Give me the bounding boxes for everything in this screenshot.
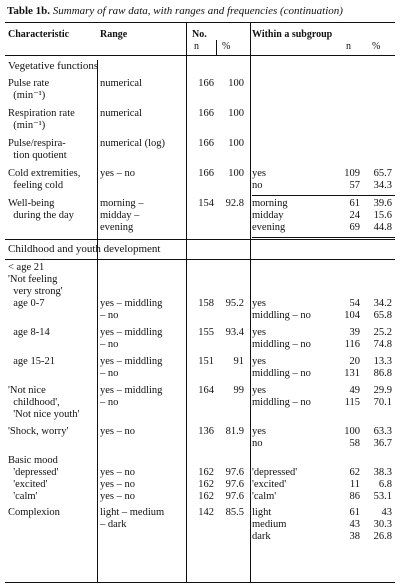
veg-row-no: 166 — [198, 138, 214, 149]
veg-row-subgroup-n: 69 — [349, 222, 360, 233]
complexion-row-subgroup-n: 61 — [349, 507, 360, 518]
mood-row-characteristic: 'depressed' — [8, 467, 59, 478]
column-divider — [216, 40, 217, 55]
header-sub-n: n — [346, 41, 351, 52]
child-row-range: yes – no — [100, 426, 135, 437]
veg-row-pct: 100 — [228, 78, 244, 89]
veg-row-pct: 100 — [228, 108, 244, 119]
child-row-no: 164 — [198, 385, 214, 396]
complexion-row-subgroup-n: 38 — [349, 531, 360, 542]
veg-row-subgroup-pct: 34.3 — [373, 180, 392, 191]
child-row-subgroup-label: yes — [252, 356, 266, 367]
veg-row-pct: 100 — [228, 168, 244, 179]
child-row-subgroup-label: middling – no — [252, 310, 311, 321]
complexion-row-subgroup-label: dark — [252, 531, 271, 542]
child-row-subgroup-pct: 29.9 — [373, 385, 392, 396]
child-row-pct: 93.4 — [225, 327, 244, 338]
veg-row-range: morning – midday – evening — [100, 198, 144, 233]
mood-row-range: yes – no — [100, 479, 135, 490]
veg-row-range: yes – no — [100, 168, 135, 179]
child-row-characteristic: 'Shock, worry' — [8, 426, 69, 437]
veg-row-no: 154 — [198, 198, 214, 209]
header-range: Range — [100, 29, 128, 40]
complexion-row-pct: 85.5 — [225, 507, 244, 518]
child-row-no: 155 — [198, 327, 214, 338]
mood-row-subgroup-pct: 53.1 — [373, 491, 392, 502]
veg-row-subgroup-pct: 39.6 — [373, 198, 392, 209]
mood-row-no: 162 — [198, 467, 214, 478]
child-row-subgroup-n: 100 — [344, 426, 360, 437]
veg-row-characteristic: Respiration rate (min⁻¹) — [8, 108, 75, 131]
mood-row-subgroup-label: 'depressed' — [252, 467, 298, 478]
child-row-subgroup-pct: 63.3 — [373, 426, 392, 437]
veg-row-subgroup-n: 109 — [344, 168, 360, 179]
veg-row-subgroup-n: 57 — [349, 180, 360, 191]
complexion-row-subgroup-label: light — [252, 507, 272, 518]
complexion-row-subgroup-n: 43 — [349, 519, 360, 530]
child-row-subgroup-label: middling – no — [252, 397, 311, 408]
complexion-row-subgroup-pct: 43 — [381, 507, 392, 518]
child-row-subgroup-n: 58 — [349, 438, 360, 449]
veg-row-no: 166 — [198, 108, 214, 119]
veg-row-range: numerical (log) — [100, 138, 166, 149]
child-row-no: 136 — [198, 426, 214, 437]
child-row-subgroup-pct: 36.7 — [373, 438, 392, 449]
child-row-subgroup-pct: 25.2 — [373, 327, 392, 338]
complexion-row-subgroup-pct: 30.3 — [373, 519, 392, 530]
mood-row-characteristic: 'calm' — [8, 491, 38, 502]
column-divider — [250, 22, 251, 582]
section-childhood-youth: Childhood and youth development — [8, 243, 161, 255]
child-row-range: yes – middling – no — [100, 298, 163, 321]
table-label: Table 1b. — [7, 5, 51, 17]
header-pct: % — [222, 41, 231, 52]
mood-row-subgroup-label: 'excited' — [252, 479, 287, 490]
veg-row-range: numerical — [100, 78, 142, 89]
child-intro: < age 21 'Not feeling very strong' — [8, 262, 63, 297]
child-row-no: 151 — [198, 356, 214, 367]
child-row-subgroup-pct: 86.8 — [373, 368, 392, 379]
veg-row-subgroup-pct: 65.7 — [373, 168, 392, 179]
child-row-pct: 95.2 — [225, 298, 244, 309]
child-row-subgroup-label: yes — [252, 298, 266, 309]
veg-row-no: 166 — [198, 78, 214, 89]
child-row-subgroup-n: 104 — [344, 310, 360, 321]
table-caption — [7, 5, 343, 17]
mood-row-no: 162 — [198, 479, 214, 490]
complexion-row-subgroup-pct: 26.8 — [373, 531, 392, 542]
child-row-characteristic: age 8-14 — [8, 327, 50, 338]
child-row-subgroup-label: middling – no — [252, 339, 311, 350]
subgroup-rule — [252, 195, 395, 196]
mood-row-subgroup-n: 62 — [349, 467, 360, 478]
veg-row-subgroup-label: evening — [252, 222, 286, 233]
complexion-row-subgroup-label: medium — [252, 519, 287, 530]
child-row-pct: 99 — [233, 385, 244, 396]
mood-row-no: 162 — [198, 491, 214, 502]
header-sub-pct: % — [372, 41, 381, 52]
bottom-rule — [5, 582, 395, 583]
complexion-row-characteristic: Complexion — [8, 507, 60, 518]
header-no: No. — [192, 29, 207, 40]
child-row-subgroup-pct: 34.2 — [373, 298, 392, 309]
veg-row-no: 166 — [198, 168, 214, 179]
veg-row-pct: 92.8 — [225, 198, 244, 209]
child-row-no: 158 — [198, 298, 214, 309]
veg-row-subgroup-label: morning — [252, 198, 288, 209]
header-n: n — [194, 41, 199, 52]
header-within-subgroup: Within a subgroup — [252, 29, 333, 40]
veg-row-characteristic: Well-being during the day — [8, 198, 74, 221]
mood-row-characteristic: 'excited' — [8, 479, 48, 490]
child-row-subgroup-n: 49 — [349, 385, 360, 396]
child-row-characteristic: age 0-7 — [8, 298, 45, 309]
table-caption-text: Summary of raw data, with ranges and frequencies (continuation) — [52, 5, 343, 17]
child-row-subgroup-label: yes — [252, 327, 266, 338]
veg-row-subgroup-pct: 44.8 — [373, 222, 392, 233]
veg-row-subgroup-n: 24 — [349, 210, 360, 221]
mood-row-pct: 97.6 — [225, 467, 244, 478]
mood-row-pct: 97.6 — [225, 491, 244, 502]
veg-row-characteristic: Pulse rate (min⁻¹) — [8, 78, 50, 101]
child-row-subgroup-label: no — [252, 438, 263, 449]
child-row-subgroup-pct: 70.1 — [373, 397, 392, 408]
veg-row-characteristic: Pulse/respira- tion quotient — [8, 138, 67, 161]
child-row-subgroup-n: 131 — [344, 368, 360, 379]
top-rule — [5, 22, 395, 23]
veg-row-pct: 100 — [228, 138, 244, 149]
mood-row-subgroup-n: 11 — [349, 479, 360, 490]
mood-row-subgroup-n: 86 — [349, 491, 360, 502]
veg-row-subgroup-pct: 15.6 — [373, 210, 392, 221]
veg-row-subgroup-label: yes — [252, 168, 266, 179]
veg-row-subgroup-n: 61 — [349, 198, 360, 209]
mood-row-subgroup-label: 'calm' — [252, 491, 277, 502]
child-row-pct: 81.9 — [225, 426, 244, 437]
header-rule — [5, 55, 395, 56]
child-row-subgroup-label: yes — [252, 385, 266, 396]
child-row-subgroup-pct: 74.8 — [373, 339, 392, 350]
mood-row-range: yes – no — [100, 467, 135, 478]
complexion-row-range: light – medium – dark — [100, 507, 165, 530]
child-row-subgroup-n: 116 — [344, 339, 360, 350]
child-row-subgroup-n: 20 — [349, 356, 360, 367]
veg-row-subgroup-label: no — [252, 180, 263, 191]
child-row-characteristic: age 15-21 — [8, 356, 55, 367]
mood-row-range: yes – no — [100, 491, 135, 502]
child-row-subgroup-n: 115 — [344, 397, 360, 408]
column-divider — [186, 22, 187, 582]
child-row-subgroup-n: 39 — [349, 327, 360, 338]
child-row-pct: 91 — [233, 356, 244, 367]
basic-mood-title: Basic mood — [8, 455, 58, 466]
veg-row-characteristic: Cold extremities, feeling cold — [8, 168, 81, 191]
mood-row-pct: 97.6 — [225, 479, 244, 490]
child-row-range: yes – middling – no — [100, 356, 163, 379]
header-characteristic: Characteristic — [8, 29, 70, 40]
child-row-characteristic: 'Not nice childhood', 'Not nice youth' — [8, 385, 80, 420]
section-rule — [5, 259, 395, 260]
child-row-subgroup-label: middling – no — [252, 368, 311, 379]
mood-row-subgroup-pct: 6.8 — [378, 479, 392, 490]
child-row-subgroup-pct: 13.3 — [373, 356, 392, 367]
subgroup-rule — [252, 237, 395, 238]
child-row-range: yes – middling – no — [100, 385, 163, 408]
column-divider — [97, 60, 98, 582]
section-vegetative-functions: Vegetative functions — [8, 60, 99, 72]
child-row-subgroup-label: yes — [252, 426, 266, 437]
section-rule — [5, 239, 395, 240]
veg-row-subgroup-label: midday — [252, 210, 284, 221]
mood-row-subgroup-pct: 38.3 — [373, 467, 392, 478]
child-row-subgroup-n: 54 — [349, 298, 360, 309]
complexion-row-no: 142 — [198, 507, 214, 518]
veg-row-range: numerical — [100, 108, 142, 119]
child-row-range: yes – middling – no — [100, 327, 163, 350]
child-row-subgroup-pct: 65.8 — [373, 310, 392, 321]
